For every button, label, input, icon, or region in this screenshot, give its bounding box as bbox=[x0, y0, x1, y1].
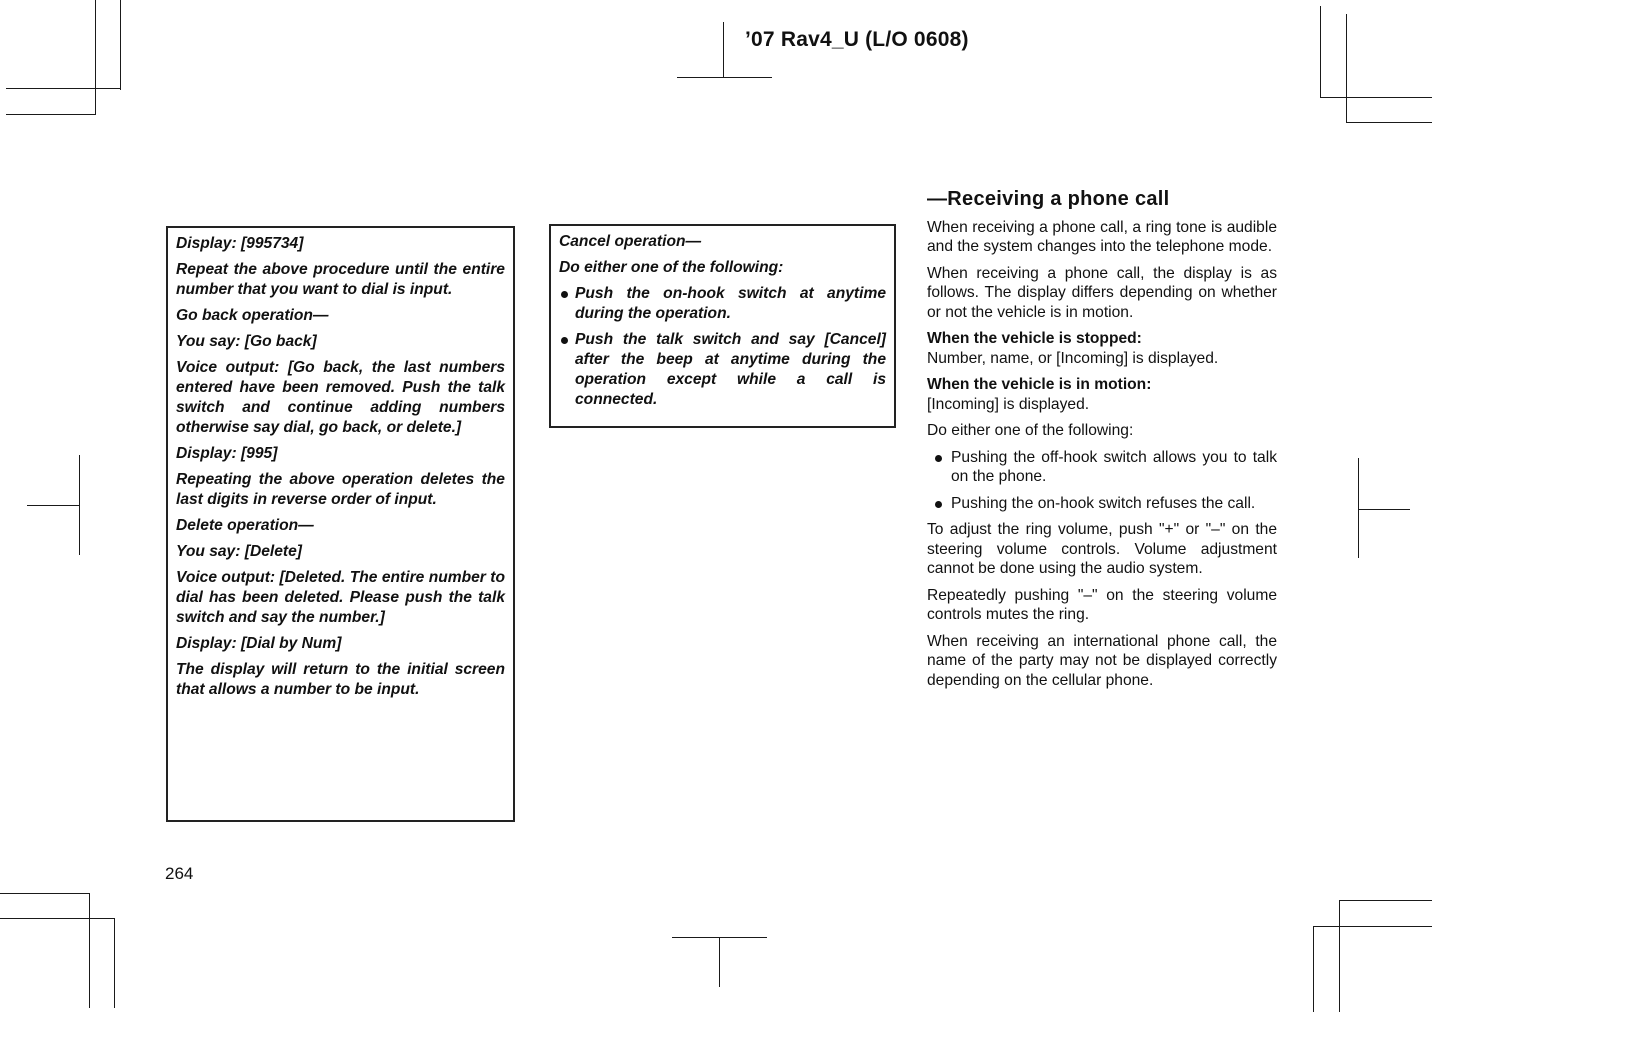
section-paragraph: When receiving a phone call, a ring tone is audible and the system changes into the telephone mode. bbox=[927, 218, 1277, 255]
instruction-box-go-back-delete bbox=[166, 226, 515, 822]
crop-mark bbox=[120, 0, 121, 90]
subheading-stopped: When the vehicle is stopped: bbox=[927, 330, 1142, 347]
crop-mark bbox=[1313, 926, 1432, 927]
crop-mark bbox=[0, 893, 90, 894]
section-heading: —Receiving a phone call bbox=[927, 188, 1170, 210]
stopped-text: Number, name, or [Incoming] is displayed. bbox=[927, 349, 1219, 367]
page-number: 264 bbox=[165, 864, 194, 883]
box1-paragraph: Repeat the above procedure until the entire number that you want to dial is input. bbox=[176, 261, 505, 298]
crop-mark bbox=[6, 88, 121, 89]
section-bullet-item: Pushing the off-hook switch allows you to talk on the phone. bbox=[927, 448, 1277, 487]
crop-mark bbox=[114, 918, 115, 1008]
crop-mark bbox=[1346, 122, 1432, 123]
section-bullet-item: Pushing the on-hook switch refuses the call. bbox=[927, 494, 1277, 514]
box1-paragraph: You say: [Delete] bbox=[176, 543, 302, 560]
crop-mark bbox=[1313, 926, 1314, 1012]
box1-paragraph: Voice output: [Go back, the last numbers entered have been removed. Push the talk switch and continue adding numbers otherwise say dial, go back, or delete.] bbox=[176, 359, 505, 436]
box1-paragraph: Voice output: [Deleted. The entire number to dial has been deleted. Please push the talk switch and say the number.] bbox=[176, 569, 505, 626]
box2-intro: Do either one of the following: bbox=[559, 259, 784, 276]
box1-paragraph: Display: [Dial by Num] bbox=[176, 635, 342, 652]
crop-mark bbox=[677, 77, 772, 78]
crop-mark bbox=[27, 505, 79, 506]
box1-paragraph: Repeating the above operation deletes the last digits in reverse order of input. bbox=[176, 471, 505, 508]
section-paragraph: Do either one of the following: bbox=[927, 422, 1134, 439]
section-bullet-list bbox=[927, 448, 1277, 514]
box2-title: Cancel operation— bbox=[559, 233, 702, 250]
box1-paragraph: Go back operation— bbox=[176, 307, 329, 324]
crop-mark bbox=[1339, 900, 1340, 1012]
box1-paragraph: Display: [995] bbox=[176, 445, 278, 462]
crop-mark bbox=[79, 455, 80, 555]
section-paragraph: When receiving an international phone call, the name of the party may not be displayed correctly depending on the cellular phone. bbox=[927, 632, 1277, 689]
box1-paragraph: Delete operation— bbox=[176, 517, 314, 534]
subheading-in-motion: When the vehicle is in motion: bbox=[927, 376, 1152, 393]
box1-paragraph: You say: [Go back] bbox=[176, 333, 317, 350]
section-paragraph: Repeatedly pushing "–" on the steering volume controls mutes the ring. bbox=[927, 586, 1277, 623]
crop-mark bbox=[719, 937, 720, 987]
section-paragraph: To adjust the ring volume, push "+" or "–" on the steering volume controls. Volume adjustment cannot be done using the audio system. bbox=[927, 521, 1277, 577]
crop-mark bbox=[1320, 6, 1321, 98]
document-header-title: ’07 Rav4_U (L/O 0608) bbox=[745, 28, 969, 51]
crop-mark bbox=[1339, 900, 1432, 901]
crop-mark bbox=[1358, 458, 1359, 558]
crop-mark bbox=[1346, 14, 1347, 122]
in-motion-text: [Incoming] is displayed. bbox=[927, 395, 1090, 413]
crop-mark bbox=[1358, 509, 1410, 510]
box2-bullet-item: Push the talk switch and say [Cancel] after the beep at anytime during the operation except while a call is connected. bbox=[559, 330, 886, 410]
crop-mark bbox=[95, 0, 96, 115]
box1-paragraph: Display: [995734] bbox=[176, 235, 304, 252]
crop-mark bbox=[0, 918, 115, 919]
crop-mark bbox=[6, 114, 96, 115]
instruction-box-cancel bbox=[549, 224, 896, 428]
box2-bullet-list bbox=[559, 284, 886, 410]
crop-mark bbox=[1320, 97, 1432, 98]
section-paragraph: When receiving a phone call, the display is as follows. The display differs depending on whether or not the vehicle is in motion. bbox=[927, 264, 1277, 321]
receiving-call-section bbox=[927, 190, 1277, 697]
box1-paragraph: The display will return to the initial screen that allows a number to be input. bbox=[176, 661, 505, 698]
crop-mark bbox=[89, 893, 90, 1008]
crop-mark bbox=[723, 22, 724, 77]
box2-bullet-item: Push the on-hook switch at anytime during the operation. bbox=[559, 284, 886, 324]
